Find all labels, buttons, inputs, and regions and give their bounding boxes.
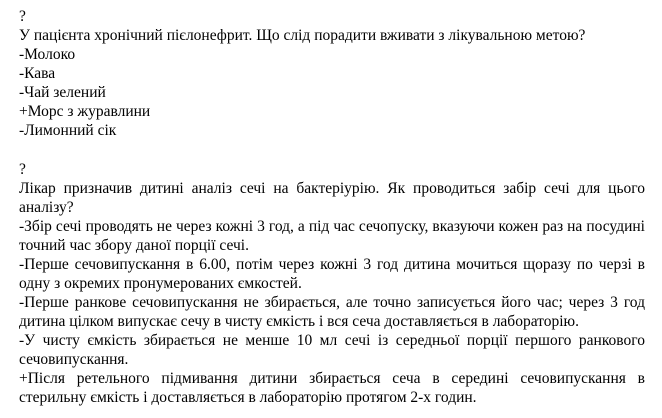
answer-option-correct: +Морс з журавлини	[19, 103, 151, 120]
answer-option: -Лимонний сік	[19, 122, 117, 139]
question-block-1	[19, 7, 645, 140]
answer-option-correct: +Після ретельного підмивання дитини збирається сеча в середині сечовипускання в стерильну ємкість і доставляється в лабораторію протягом 2-х годин.	[19, 370, 645, 406]
question-marker: ?	[19, 8, 26, 25]
question-text: Лікар призначив дитині аналіз сечі на бактеріурію. Як проводиться забір сечі для цього аналізу?	[19, 180, 645, 216]
answer-option: -У чисту ємкість збирається не менше 10 мл сечі із середньої порції першого ранкового сечовипускання.	[19, 332, 645, 368]
answer-option: -Чай зелений	[19, 84, 106, 101]
answer-option: -Молоко	[19, 46, 76, 63]
question-text: У пацієнта хронічний пієлонефрит. Що слід порадити вживати з лікувальною метою?	[19, 27, 586, 44]
answer-option: -Збір сечі проводять не через кожні 3 год, а під час сечопуску, вказуючи кожен раз на посудині точний час збору даної порції сечі.	[19, 218, 645, 254]
question-marker: ?	[19, 161, 26, 178]
answer-option: -Перше сечовипускання в 6.00, потім через кожні 3 год дитина мочиться щоразу по черзі в одну з окремих пронумерованих ємкостей.	[19, 256, 645, 292]
question-block-2	[19, 160, 645, 407]
answer-option: -Перше ранкове сечовипускання не збирається, але точно записується його час; через 3 год дитина цілком випускає сечу в чисту ємкість і вся сеча доставляється в лабораторію.	[19, 294, 645, 330]
answer-option: -Кава	[19, 65, 56, 82]
